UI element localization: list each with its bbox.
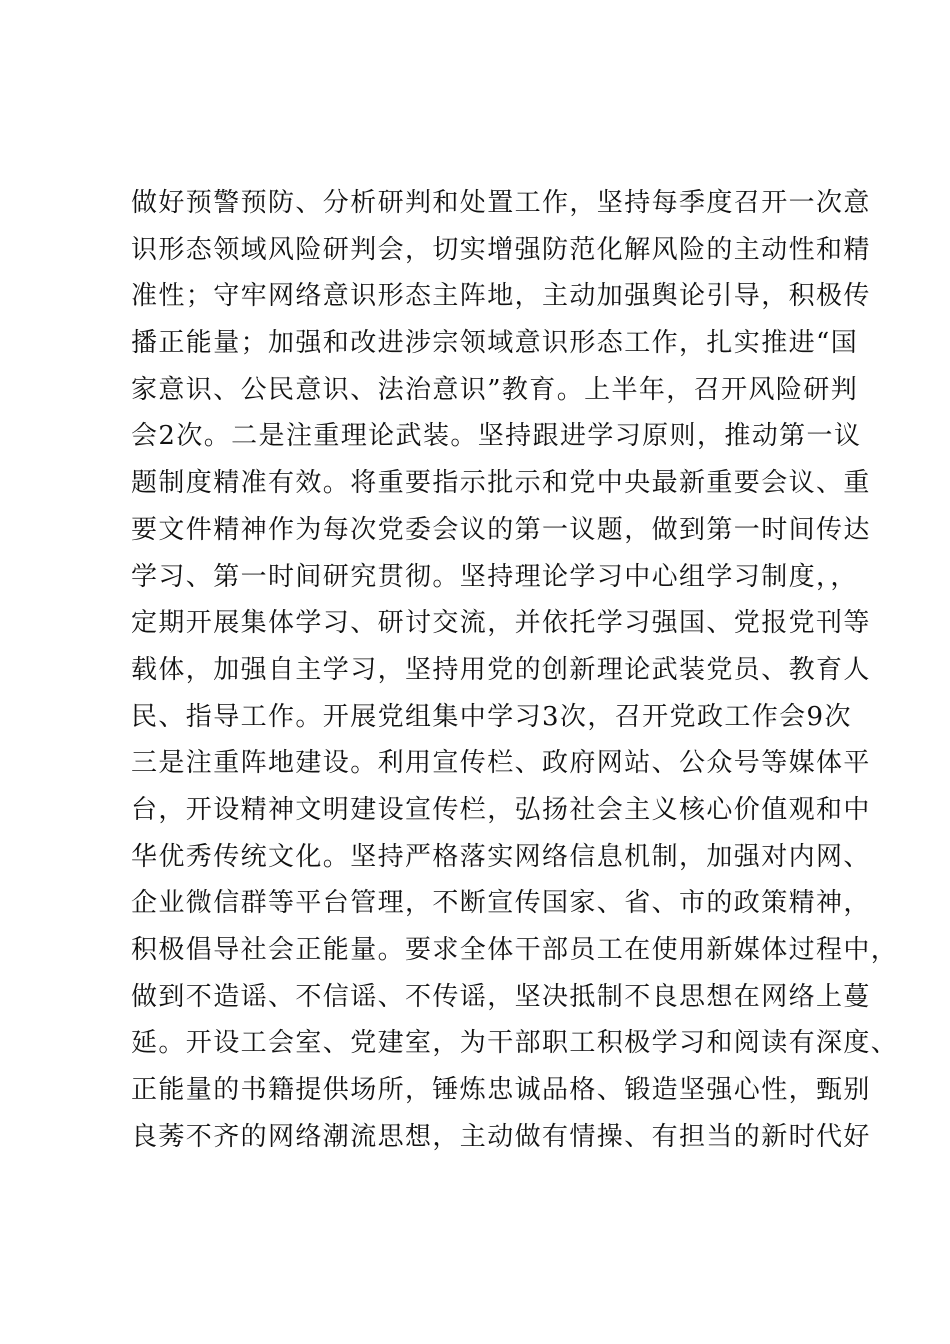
text-line: 三是注重阵地建设。利用宣传栏、政府网站、公众号等媒体平 bbox=[131, 748, 871, 779]
text-line: 台，开设精神文明建设宣传栏，弘扬社会主义核心价值观和中 bbox=[131, 794, 871, 825]
text-line: 会2次。二是注重理论武装。坚持跟进学习原则，推动第一议 bbox=[131, 421, 862, 452]
text-line: 良莠不齐的网络潮流思想，主动做有情操、有担当的新时代好 bbox=[131, 1121, 871, 1152]
text-line: 积极倡导社会正能量。要求全体干部员工在使用新媒体过程中， bbox=[131, 935, 899, 965]
text-line: 华优秀传统文化。坚持严格落实网络信息机制，加强对内网、 bbox=[131, 841, 871, 872]
text-line: 民、指导工作。开展党组集中学习3次，召开党政工作会9次 bbox=[131, 701, 852, 732]
text-line: 定期开展集体学习、研讨交流，并依托学习强国、党报党刊等 bbox=[131, 608, 871, 639]
text-line: 学习、第一时间研究贯彻。坚持理论学习中心组学习制度，， bbox=[131, 561, 858, 592]
text-line: 做到不造谣、不信谣、不传谣，坚决抵制不良思想在网络上蔓 bbox=[131, 981, 871, 1012]
text-line: 题制度精准有效。将重要指示批示和党中央最新重要会议、重 bbox=[131, 468, 871, 499]
text-line: 企业微信群等平台管理，不断宣传国家、省、市的政策精神， bbox=[131, 888, 871, 919]
text-line: 做好预警预防、分析研判和处置工作，坚持每季度召开一次意 bbox=[131, 188, 871, 218]
text-line: 载体，加强自主学习，坚持用党的创新理论武装党员、教育人 bbox=[131, 654, 871, 685]
body-paragraph bbox=[131, 180, 899, 1160]
text-line: 准性；守牢网络意识形态主阵地，主动加强舆论引导，积极传 bbox=[131, 281, 871, 312]
text-line: 家意识、公民意识、法治意识”教育。上半年，召开风险研判 bbox=[131, 374, 859, 405]
text-line: 要文件精神作为每次党委会议的第一议题，做到第一时间传达 bbox=[131, 514, 871, 545]
text-line: 识形态领域风险研判会，切实增强防范化解风险的主动性和精 bbox=[131, 234, 871, 265]
text-line: 延。开设工会室、党建室，为干部职工积极学习和阅读有深度、 bbox=[131, 1028, 899, 1059]
text-line: 播正能量；加强和改进涉宗领域意识形态工作，扎实推进“国 bbox=[131, 328, 859, 359]
text-line: 正能量的书籍提供场所，锤炼忠诚品格、锻造坚强心性，甄别 bbox=[131, 1075, 871, 1106]
